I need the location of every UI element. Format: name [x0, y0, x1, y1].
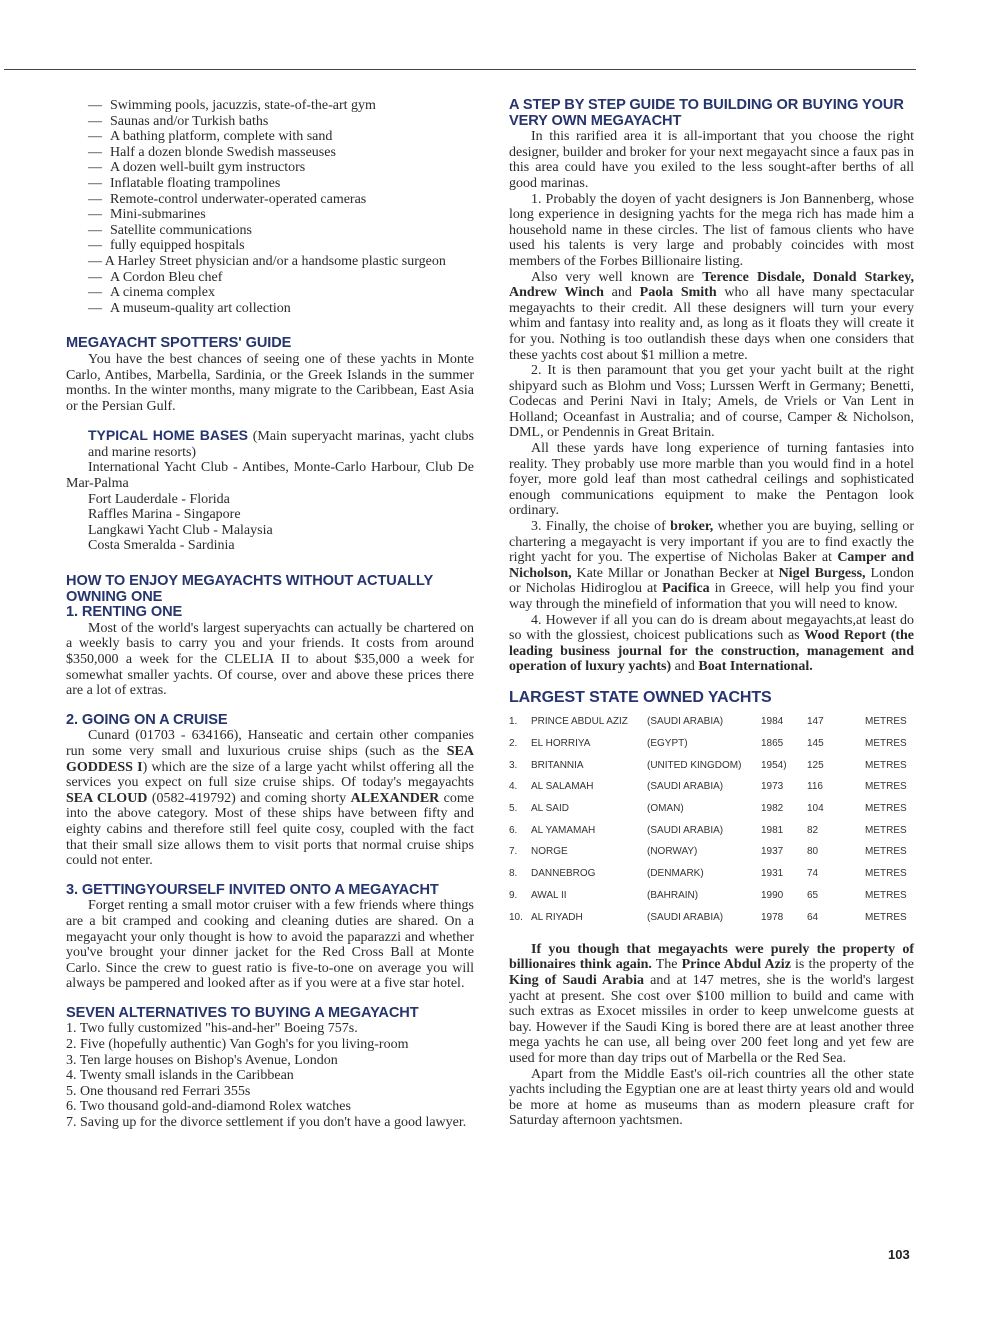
table-cell-length: 65: [807, 889, 819, 901]
ship-name: SEA GODDESS I: [66, 743, 474, 775]
list-item: 6. Two thousand gold-and-diamond Rolex watches: [66, 1099, 351, 1115]
table-cell-name: EL HORRIYA: [531, 738, 591, 749]
renting-heading: 1. RENTING ONE: [66, 604, 183, 621]
table-cell-length: 147: [807, 716, 824, 728]
table-cell-country: (DENMARK): [647, 868, 704, 880]
table-cell-name: PRINCE ABDUL AZIZ: [531, 716, 628, 728]
list-item: —A Cordon Bleu chef: [88, 269, 223, 285]
guide-intro: In this rarified area it is all-important that you choose the right designer, builder and broker for your next megayacht since a faux pas in this area could have you exiled to the less sought-after berths of all good marinas.: [509, 129, 914, 191]
table-cell-name: AWAL II: [531, 889, 567, 901]
left-column: [66, 98, 474, 1131]
alternatives-heading: SEVEN ALTERNATIVES TO BUYING A MEGAYACHT: [66, 1004, 419, 1021]
table-cell-country: (SAUDI ARABIA): [647, 781, 724, 793]
table-row: [509, 776, 914, 798]
table-cell-rank: 9.: [509, 889, 518, 901]
broker-name: Pacifica: [662, 581, 710, 597]
designer-name: Paola Smith: [639, 285, 717, 301]
cruise-heading: 2. GOING ON A CRUISE: [66, 711, 228, 728]
table-cell-length: 104: [807, 803, 824, 815]
list-item: —Remote-control underwater-operated cameras: [88, 191, 367, 207]
yacht-name: Prince Abdul Aziz: [681, 957, 791, 973]
table-cell-name: AL YAMAMAH: [531, 824, 596, 836]
list-item: —Half a dozen blonde Swedish masseuses: [88, 144, 336, 160]
table-cell-rank: 5.: [509, 803, 518, 815]
table-cell-country: (SAUDI ARABIA): [647, 824, 724, 836]
enjoy-heading: HOW TO ENJOY MEGAYACHTS WITHOUT ACTUALLY OWNING ONE: [66, 573, 433, 605]
amenities-list: [66, 98, 474, 316]
invited-heading: 3. GETTINGYOURSELF INVITED ONTO A MEGAYACHT: [66, 881, 439, 898]
table-cell-rank: 4.: [509, 781, 518, 793]
table-cell-unit: METRES: [865, 759, 907, 771]
list-item: 2. Five (hopefully authentic) Van Gogh's for you living-room: [66, 1037, 409, 1053]
table-cell-year: 1954): [761, 759, 787, 771]
home-bases-label: TYPICAL HOME BASES: [88, 427, 249, 444]
table-row: [509, 863, 914, 885]
largest-heading: LARGEST STATE OWNED YACHTS: [509, 688, 772, 706]
table-row: [509, 711, 914, 733]
list-item: 5. One thousand red Ferrari 355s: [66, 1083, 251, 1099]
table-cell-rank: 7.: [509, 846, 518, 858]
table-cell-year: 1982: [761, 803, 784, 815]
table-cell-year: 1981: [761, 824, 784, 836]
designer-names: Terence Disdale, Donald Starkey, Andrew Winch: [509, 269, 914, 301]
table-cell-country: (EGYPT): [647, 738, 688, 749]
table-cell-rank: 8.: [509, 868, 518, 880]
list-item: —A bathing platform, complete with sand: [88, 129, 333, 145]
list-item: —A cinema complex: [88, 285, 215, 301]
base-item: Langkawi Yacht Club - Malaysia: [88, 522, 273, 538]
table-cell-year: 1937: [761, 846, 784, 858]
table-cell-rank: 10.: [509, 911, 523, 923]
final-text: Apart from the Middle East's oil-rich countries all the other state yachts including the Egyptian one are at least thirty years old and would be more at home as museums than as modern pleasure craft for Saturday afternoon yachtsmen.: [509, 1066, 914, 1129]
base-item: International Yacht Club - Antibes, Monte-Carlo Harbour, Club De Mar-Palma: [66, 460, 474, 492]
list-item: —Saunas and/or Turkish baths: [88, 113, 269, 129]
table-cell-length: 116: [807, 781, 823, 793]
right-column: [509, 98, 914, 1129]
guide-p6: 4. However if all you can do is dream about megayachts,at least do so with the glossiest, choicest publications such as Wood Report (the leading business journal for the construction, management and operation of luxury yachts) and Boat International.: [509, 612, 914, 675]
spotters-text: You have the best chances of seeing one of these yachts in Monte Carlo, Antibes, Marbella, Sardinia, or the Greek Islands in the summer months. In the winter months, many migrate to the Caribbean, East Asia or the Persian Gulf.: [66, 351, 474, 414]
closing-text: If you though that megayachts were purely the property of billionaires think again. The Prince Abdul Aziz is the property of the King of Saudi Arabia and at 147 metres, she is the world's largest yacht at present. She cost over $100 million to build and came with such extras as Exocet missiles in order to keep unwelcome guests at bay. However if the Saudi King is bored there are at least another three mega yachts he can use, all being over 200 feet long and yet few are used for more than day trips out of Marbella or the Red Sea.: [509, 941, 915, 1066]
guide-p3: 2. It is then paramount that you get your yacht built at the right shipyard such as Blohm und Voss; Lurssen Werft in Germany; Benetti, Codecas and Perini Navi in Italy; Amels, de Vriels or Van Lent in Holland; Oceanfast in Australia; and of course, Camper & Nicholson, DML, or Pendennis in Great Britain.: [509, 363, 914, 441]
list-item: 3. Ten large houses on Bishop's Avenue, London: [66, 1052, 338, 1068]
table-cell-length: 82: [807, 824, 819, 836]
table-cell-year: 1973: [761, 781, 784, 793]
base-item: Costa Smeralda - Sardinia: [88, 538, 235, 554]
page-number: 103: [888, 1247, 910, 1262]
table-cell-unit: METRES: [865, 824, 907, 836]
table-cell-unit: METRES: [865, 781, 907, 793]
table-row: [509, 906, 914, 928]
table-cell-country: (SAUDI ARABIA): [647, 716, 724, 728]
broker-name: Camper and Nicholson,: [509, 550, 914, 581]
table-cell-rank: 3.: [509, 759, 518, 771]
owner-name: King of Saudi Arabia: [509, 973, 645, 989]
publication-name: Boat International.: [698, 659, 813, 675]
table-cell-name: BRITANNIA: [531, 759, 584, 771]
table-cell-length: 145: [807, 738, 824, 749]
ship-name: ALEXANDER: [350, 790, 440, 806]
table-cell-country: (OMAN): [647, 803, 684, 815]
table-cell-unit: METRES: [865, 803, 907, 815]
table-cell-rank: 6.: [509, 824, 518, 836]
spotters-heading: MEGAYACHT SPOTTERS' GUIDE: [66, 335, 292, 352]
publication-name: Wood Report (the leading business journal for the construction, management and operation of luxury yachts): [509, 628, 914, 675]
table-cell-rank: 1.: [509, 716, 518, 728]
broker-term: broker,: [670, 519, 714, 535]
table-cell-name: DANNEBROG: [531, 868, 596, 880]
table-cell-country: (BAHRAIN): [647, 889, 699, 901]
table-cell-length: 74: [807, 868, 819, 880]
list-item: —Inflatable floating trampolines: [88, 175, 281, 191]
table-cell-unit: METRES: [865, 716, 907, 728]
guide-p1: 1. Probably the doyen of yacht designers is Jon Bannenberg, whose long experience in designing yachts for the mega rich has made him a household name in these circles. The list of famous clients who have used his talents is very large and probably coincides with most members of the Forbes Billionaire listing.: [509, 191, 914, 269]
list-item: 1. Two fully customized "his-and-her" Boeing 757s.: [66, 1021, 358, 1037]
list-item: —Satellite communications: [88, 222, 252, 238]
table-row: [509, 841, 914, 863]
base-item: Fort Lauderdale - Florida: [88, 491, 230, 507]
guide-p2: Also very well known are Terence Disdale, Donald Starkey, Andrew Winch and Paola Smith who all have many spectacular megayachts to their credit. All these designers will turn your every whim and fantasy into reality and, as long as it floats they will create it for you. Nothing is too outlandish these days when one considers that these yachts cost about $1 million a metre.: [509, 269, 915, 363]
table-cell-year: 1931: [761, 868, 784, 880]
list-item: —Swimming pools, jacuzzis, state-of-the-art gym: [88, 98, 376, 113]
table-cell-unit: METRES: [865, 911, 907, 923]
table-cell-rank: 2.: [509, 738, 518, 749]
table-cell-year: 1984: [761, 716, 784, 728]
guide-p4: All these yards have long experience of turning fantasies into reality. They probably use more marble than you would find in a hotel foyer, more gold leaf than most cathedral ceilings and sophisticated enough communications equipment to make the Pentagon look ordinary.: [509, 441, 914, 519]
table-cell-year: 1978: [761, 911, 784, 923]
base-item: Raffles Marina - Singapore: [88, 507, 241, 523]
renting-text: Most of the world's largest superyachts can actually be chartered on a weekly basis to carry you and your friends. It costs from around $350,000 a week for the CLELIA II to about $35,000 a week for somewhat smaller yachts. Of course, over and above these prices there are a lot of extras.: [66, 620, 474, 699]
table-cell-length: 80: [807, 846, 819, 858]
table-cell-name: AL SALAMAH: [531, 781, 594, 793]
table-row: [509, 819, 914, 841]
yachts-table: [509, 711, 914, 928]
table-cell-length: 64: [807, 911, 819, 923]
table-cell-name: AL RIYADH: [531, 911, 583, 923]
table-cell-name: AL SAID: [531, 803, 569, 815]
list-item: — A Harley Street physician and/or a handsome plastic surgeon: [88, 253, 446, 269]
table-cell-country: (SAUDI ARABIA): [647, 911, 724, 923]
list-item: —A museum-quality art collection: [88, 300, 291, 316]
home-bases-title: TYPICAL HOME BASES (Main superyacht marinas, yacht clubs and marine resorts): [88, 427, 475, 460]
table-row: [509, 733, 914, 755]
table-cell-length: 125: [807, 759, 824, 771]
table-cell-name: NORGE: [531, 846, 568, 858]
table-row: [509, 754, 914, 776]
list-item: —fully equipped hospitals: [88, 238, 245, 254]
table-cell-country: (NORWAY): [647, 846, 698, 858]
cruise-text: Cunard (01703 - 634166), Hanseatic and certain other companies run some very small and luxurious cruise ships (such as the SEA GODDESS I) which are the size of a large yacht whilst offering all the services you expect on full size cruise ships. Of today's megayachts SEA CLOUD (0582-419792) and coming shorty ALEXANDER come into the above category. Most of these ships have between fifty and eighty cabins and therefore still feel quite cosy, coupled with the fact that their small size allows them to visit ports that normal cruise ships could not enter.: [66, 728, 475, 869]
table-cell-unit: METRES: [865, 846, 907, 858]
list-item: 4. Twenty small islands in the Caribbean: [66, 1068, 294, 1084]
table-row: [509, 798, 914, 820]
table-row: [509, 884, 914, 906]
alternatives-list: [66, 1021, 474, 1130]
list-item: —Mini-submarines: [88, 207, 206, 223]
top-rule: [4, 69, 916, 70]
table-cell-unit: METRES: [865, 868, 907, 880]
table-cell-unit: METRES: [865, 889, 907, 901]
table-cell-unit: METRES: [865, 738, 907, 749]
closing-bold: If you though that megayachts were purely the property of billionaires think again.: [509, 941, 914, 973]
ship-name: SEA CLOUD: [66, 790, 148, 806]
list-item: 7. Saving up for the divorce settlement if you don't have a good lawyer.: [66, 1115, 467, 1131]
table-cell-year: 1990: [761, 889, 784, 901]
guide-heading: A STEP BY STEP GUIDE TO BUILDING OR BUYING YOUR VERY OWN MEGAYACHT: [509, 97, 904, 129]
home-bases: [66, 428, 474, 460]
invited-text: Forget renting a small motor cruiser with a few friends where things are a bit cramped and cooking and cleaning duties are shared. On a megayacht your only thought is how to avoid the paparazzi and whether you've brought your dinner jacket for the Red Cross Ball at Monte Carlo. Since the crew to guest ratio is five-to-one on average you will always be pampered and looked after as if you were at a five star hotel.: [66, 898, 474, 992]
list-item: —A dozen well-built gym instructors: [88, 160, 306, 176]
guide-p5: 3. Finally, the choise of broker, whether you are buying, selling or chartering a megayacht is very important if you are to find exactly the right yacht for you. The expertise of Nicholas Baker at Camper and Nicholson, Kate Millar or Jonathan Becker at Nigel Burgess, London or Nicholas Hidiroglou at Pacifica in Greece, will help you find your way through the minefield of information that you will need to know.: [509, 519, 914, 612]
table-cell-country: (UNITED KINGDOM): [647, 759, 742, 771]
broker-name: Nigel Burgess,: [778, 565, 866, 581]
table-cell-year: 1865: [761, 738, 784, 749]
